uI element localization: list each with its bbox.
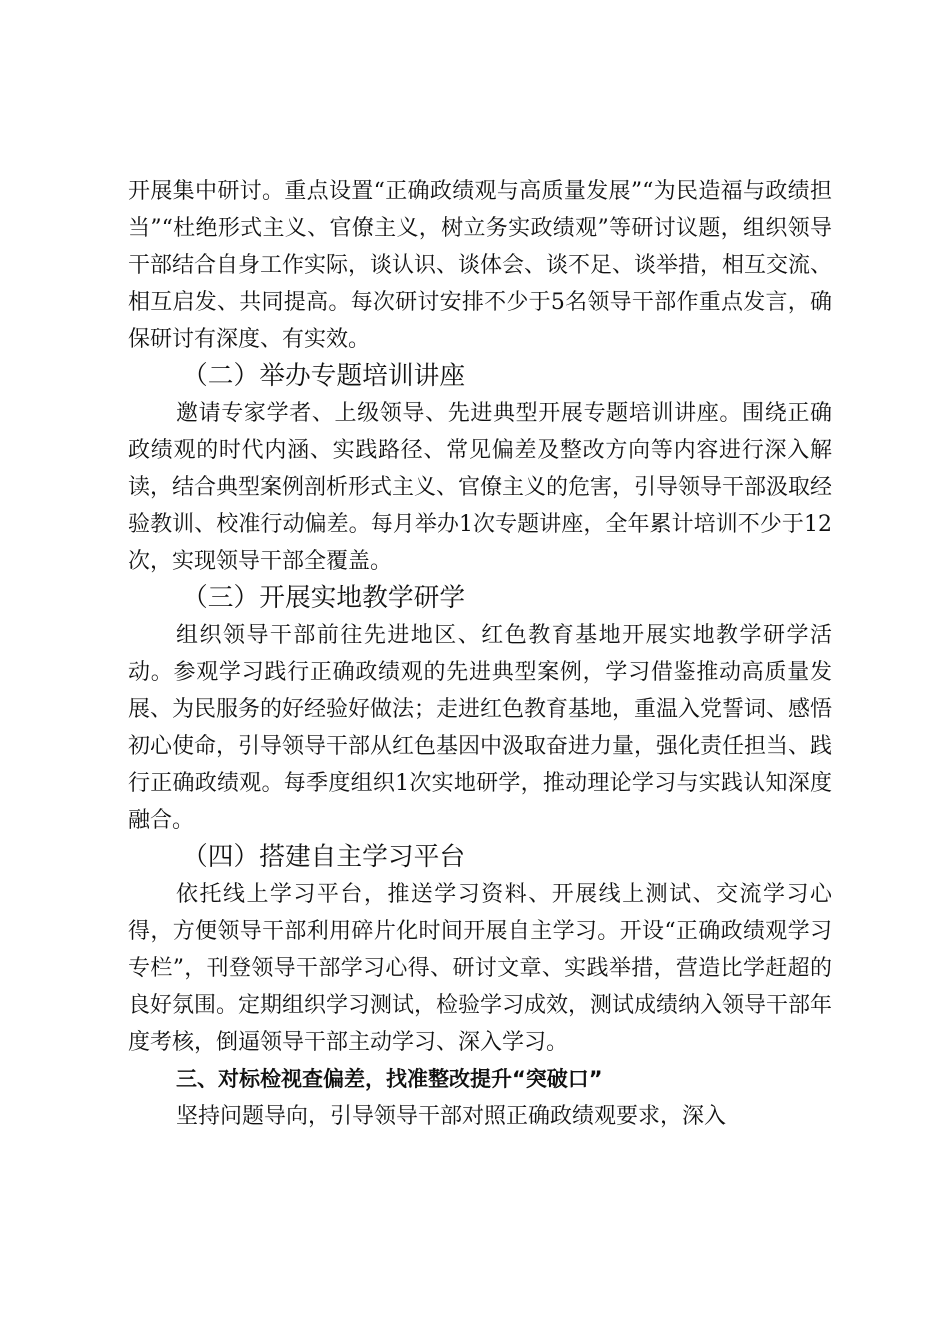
section-heading: 三、对标检视查偏差，找准整改提升“突破口” — [176, 1067, 603, 1091]
section-subheading: （三）开展实地教学研学 — [182, 583, 466, 613]
section-subheading: （四）搭建自主学习平台 — [182, 842, 466, 872]
document-page — [128, 173, 832, 1135]
body-paragraph: 组织领导干部前往先进地区、红色教育基地开展实地教学研学活动。参观学习践行正确政绩观的先进典型案例，学习借鉴推动高质量发展、为民服务的好经验好做法；走进红色教育基地，重温入党誓词、感悟初心使命，引导领导干部从红色基因中汲取奋进力量，强化责任担当、践行正确政绩观。每季度组织1次实地研学，推动理论学习与实践认知深度融合。 — [128, 623, 833, 833]
body-paragraph: 坚持问题导向，引导领导干部对照正确政绩观要求，深入 — [176, 1104, 727, 1129]
section-subheading: （二）举办专题培训讲座 — [182, 361, 466, 391]
body-paragraph: 开展集中研讨。重点设置“正确政绩观与高质量发展”“为民造福与政绩担当”“杜绝形式主义、官僚主义，树立务实政绩观”等研讨议题，组织领导干部结合自身工作实际，谈认识、谈体会、谈不足、谈举措，相互交流、相互启发、共同提高。每次研讨安排不少于5名领导干部作重点发言，确保研讨有深度、有实效。 — [128, 179, 833, 352]
body-paragraph: 依托线上学习平台，推送学习资料、开展线上测试、交流学习心得，方便领导干部利用碎片化时间开展自主学习。开设“正确政绩观学习专栏”，刊登领导干部学习心得、研讨文章、实践举措，营造比学赶超的良好氛围。定期组织学习测试，检验学习成效，测试成绩纳入领导干部年度考核，倒逼领导干部主动学习、深入学习。 — [128, 882, 833, 1055]
body-paragraph: 邀请专家学者、上级领导、先进典型开展专题培训讲座。围绕正确政绩观的时代内涵、实践路径、常见偏差及整改方向等内容进行深入解读，结合典型案例剖析形式主义、官僚主义的危害，引导领导干部汲取经验教训、校准行动偏差。每月举办1次专题讲座，全年累计培训不少于12次，实现领导干部全覆盖。 — [128, 401, 833, 574]
